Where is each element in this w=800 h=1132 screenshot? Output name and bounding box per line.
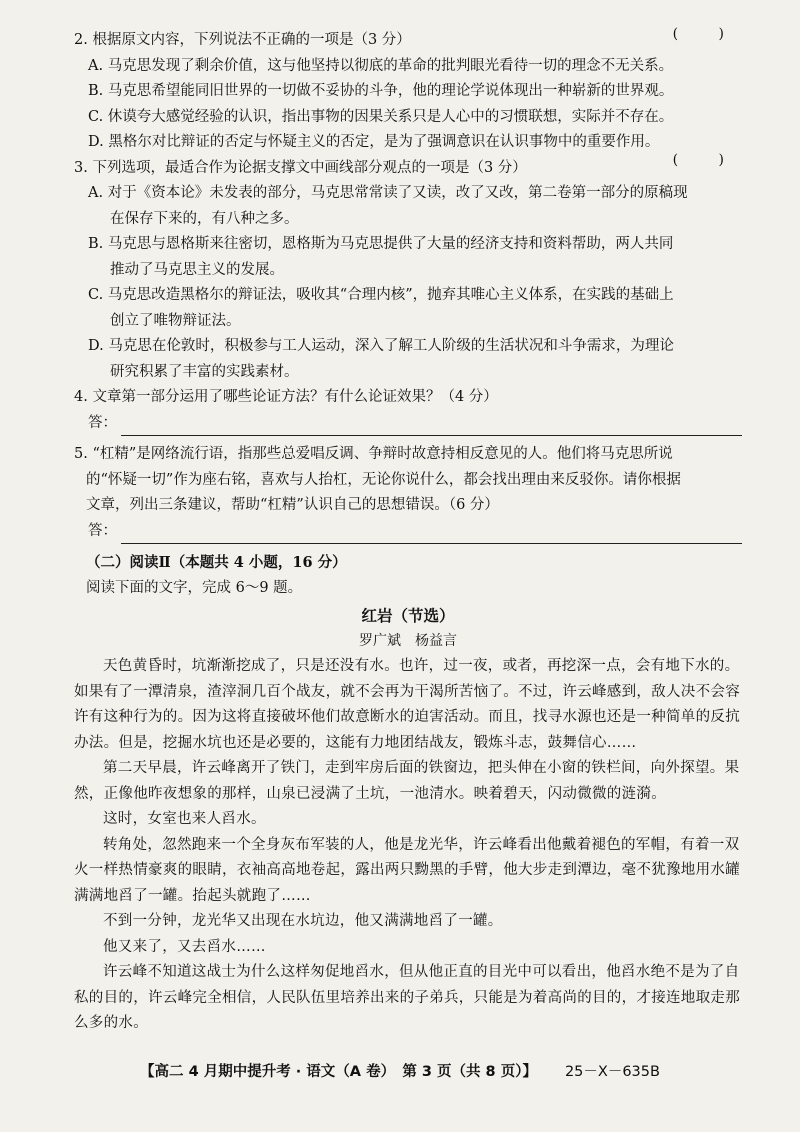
story-paragraph: 许云峰不知道这战士为什么这样匆促地舀水，但从他正直的目光中可以看出，他舀水绝不是为了自私的目的，许云峰完全相信，人民队伍里培养出来的子弟兵，只能是为着高尚的目的，才接连地取走那么多的水。 [74,964,740,1031]
story-paragraph: 这时，女室也来人舀水。 [103,811,266,827]
question-3 [74,151,742,386]
option-a: A. 马克思发现了剩余价值，这与他坚持以彻底的革命的批判眼光看待一切的理念不无关系。 [88,57,674,74]
story-paragraph: 天色黄昏时，坑渐渐挖成了，只是还没有水。也许，过一夜，或者，再挖深一点，会有地下水的。如果有了一潭清泉，渣滓洞几百个战友，就不会再为干渴所苦恼了。不过，许云峰感到，敌人决不会容许有这种行为的。因为这将直接破坏他们故意断水的迫害活动。而且，找寻水源也还是一种简单的反抗办法。但是，挖掘水坑也还是必要的，这能有力地团结战友，锻炼斗志，鼓舞信心…… [74,658,740,751]
story-paragraph: 第二天早晨，许云峰离开了铁门，走到牢房后面的铁窗边，把头伸在小窗的铁栏间，向外探望。果然，正像他昨夜想象的那样，山泉已浸满了土坑，一池清水。映着碧天，闪动微微的涟漪。 [74,760,740,802]
answer-area[interactable] [74,519,742,545]
question-5-line1: 5. “杠精”是网络流行语，指那些总爱唱反调、争辩时故意持相反意见的人。他们将马克思所说 [74,446,673,462]
story-paragraph: 不到一分钟，龙光华又出现在水坑边，他又满满地舀了一罐。 [103,913,503,929]
option-d-line1: D. 马克思在伦敦时，积极参与工人运动，深入了解工人阶级的生活状况和斗争需求，为理论 [88,338,674,354]
answer-label: 答： [88,414,117,431]
story-paragraph: 转角处，忽然跑来一个全身灰布军装的人，他是龙光华，许云峰看出他戴着褪色的军帽，有着一双火一样热情豪爽的眼睛，衣袖高高地卷起，露出两只黝黑的手臂，他大步走到潭边，毫不犹豫地用水罐满满地舀了一罐。抬起头就跑了…… [74,836,740,904]
option-c-line1: C. 马克思改造黑格尔的辩证法，吸收其“合理内核”，抛弃其唯心主义体系，在实践的基础上 [88,287,674,303]
option-c-line2: 创立了唯物辩证法。 [110,312,241,329]
answer-bracket: ( ) [672,26,742,42]
story-title: 红岩（节选） [361,606,455,625]
option-a-line2: 在保存下来的，有八种之多。 [110,210,299,227]
question-5-line3: 文章，列出三条建议，帮助“杠精”认识自己的思想错误。（6 分） [86,497,499,513]
answer-area[interactable] [74,411,742,437]
question-2 [74,28,742,156]
option-c [74,283,742,334]
answer-label: 答： [88,522,117,539]
option-b-line2: 推动了马克思主义的发展。 [110,261,284,278]
option-d-line2: 研究积累了丰富的实践素材。 [110,363,299,380]
question-2-stem: 2. 根据原文内容，下列说法不正确的一项是（3 分） [74,32,411,48]
answer-rule [121,525,742,544]
story-authors: 罗广斌 杨益言 [359,632,457,649]
question-3-stem: 3. 下列选项，最适合作为论据支撑文中画线部分观点的一项是（3 分） [74,159,527,176]
question-5-line2: 的“怀疑一切”作为座右铭，喜欢与人抬杠，无论你说什么，都会找出理由来反驳你。请你根据 [86,471,681,488]
page-footer [0,1060,800,1086]
story-paragraph: 他又来了，又去舀水…… [103,938,266,955]
answer-bracket: ( ) [672,151,742,168]
option-b [74,232,742,283]
option-a [74,181,742,232]
section-instruction: 阅读下面的文字，完成 6～9 题。 [86,579,303,596]
option-d: D. 黑格尔对比辩证的否定与怀疑主义的否定，是为了强调意识在认识事物中的重要作用。 [88,134,660,150]
question-4-stem: 4. 文章第一部分运用了哪些论证方法？有什么论证效果？（4 分） [74,389,498,405]
option-d [74,334,742,385]
option-c: C. 休谟夸大感觉经验的认识，指出事物的因果关系只是人心中的习惯联想，实际并不存在。 [88,108,674,125]
option-b: B. 马克思希望能同旧世界的一切做不妥协的斗争，他的理论学说体现出一种崭新的世界观。 [88,83,674,99]
option-a-line1: A. 对于《资本论》未发表的部分，马克思常常读了又读，改了又改，第二卷第一部分的原稿现 [88,185,688,201]
section-heading: （二）阅读Ⅱ（本题共 4 小题，16 分） [86,554,347,571]
exam-info: 【高二 4 月期中提升考 · 语文（A 卷） 第 3 页（共 8 页）】 [140,1064,537,1080]
paper-code: 25－X－635B [564,1064,660,1080]
answer-rule [121,417,742,436]
question-5 [74,442,742,544]
question-4 [74,385,742,436]
option-b-line1: B. 马克思与恩格斯来往密切，恩格斯为马克思提供了大量的经济支持和资料帮助，两人共同 [88,236,674,252]
